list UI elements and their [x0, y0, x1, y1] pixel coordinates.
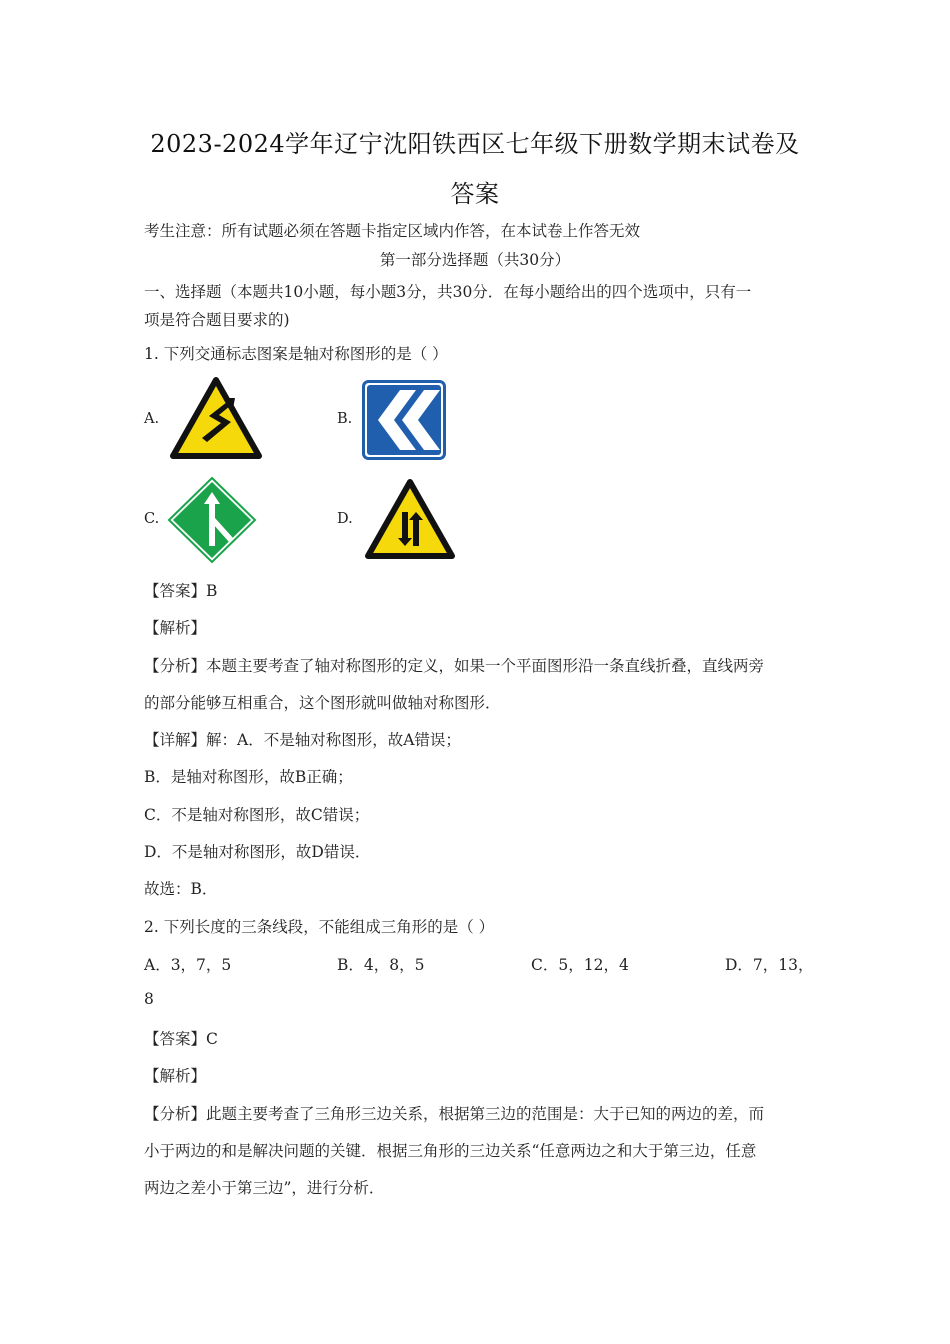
- q1-detail-line4: D．不是轴对称图形，故D错误．: [144, 843, 371, 861]
- q1-stem: 1. 下列交通标志图案是轴对称图形的是（ ）: [144, 345, 448, 363]
- q2-answer: 【答案】C: [144, 1030, 218, 1048]
- q1-jiexi: 【解析】: [144, 619, 207, 637]
- left-chevron-guide-sign-icon: [362, 380, 446, 460]
- q2-jiexi: 【解析】: [144, 1067, 207, 1085]
- exam-notice: 考生注意：所有试题必须在答题卡指定区域内作答，在本试卷上作答无效: [144, 222, 641, 240]
- doc-title-line1: 2023-2024学年辽宁沈阳铁西区七年级下册数学期末试卷及: [150, 130, 800, 158]
- q1-option-d-label: D.: [337, 511, 353, 527]
- q2-analysis-line2: 小于两边的和是解决问题的关键．根据三角形的三边关系“任意两边之和大于第三边，任意: [144, 1142, 757, 1160]
- q1-detail-line2: B．是轴对称图形，故B正确；: [144, 768, 353, 786]
- q1-detail-line1: 【详解】解：A．不是轴对称图形，故A错误；: [144, 731, 461, 749]
- q2-option-d-continued: 8: [144, 990, 154, 1008]
- q2-option-c: C．5，12，4: [531, 956, 629, 974]
- q1-option-c-label: C.: [144, 511, 160, 527]
- q1-analysis-line1: 【分析】本题主要考查了轴对称图形的定义，如果一个平面图形沿一条直线折叠，直线两旁: [144, 657, 765, 675]
- section1-intro-line2: 项是符合题目要求的): [144, 311, 290, 329]
- q1-option-a-label: A.: [144, 411, 160, 427]
- doc-title-line2: 答案: [450, 180, 500, 208]
- section1-intro-line1: 一、选择题（本题共10小题，每小题3分，共30分．在每小题给出的四个选项中，只有一: [144, 283, 752, 301]
- q1-choose: 故选：B．: [144, 880, 218, 898]
- reverse-curve-warning-sign-icon: [169, 376, 263, 460]
- q1-option-b-label: B.: [337, 411, 353, 427]
- q2-analysis-line3: 两边之差小于第三边”，进行分析．: [144, 1179, 385, 1197]
- q2-option-a: A．3，7，5: [144, 956, 232, 974]
- q1-analysis-line2: 的部分能够互相重合，这个图形就叫做轴对称图形．: [144, 694, 501, 712]
- two-way-traffic-warning-sign-icon: [364, 478, 456, 560]
- q2-option-b: B．4，8，5: [337, 956, 425, 974]
- merge-lane-sign-icon: [167, 476, 257, 564]
- q1-detail-line3: C．不是轴对称图形，故C错误；: [144, 806, 370, 824]
- q2-option-d: D．7，13，: [725, 956, 814, 974]
- q2-stem: 2. 下列长度的三条线段，不能组成三角形的是（ ）: [144, 918, 495, 936]
- q1-answer: 【答案】B: [144, 582, 218, 600]
- q2-analysis-line1: 【分析】此题主要考查了三角形三边关系，根据第三边的范围是：大于已知的两边的差，而: [144, 1105, 765, 1123]
- part1-heading: 第一部分选择题（共30分）: [379, 251, 571, 269]
